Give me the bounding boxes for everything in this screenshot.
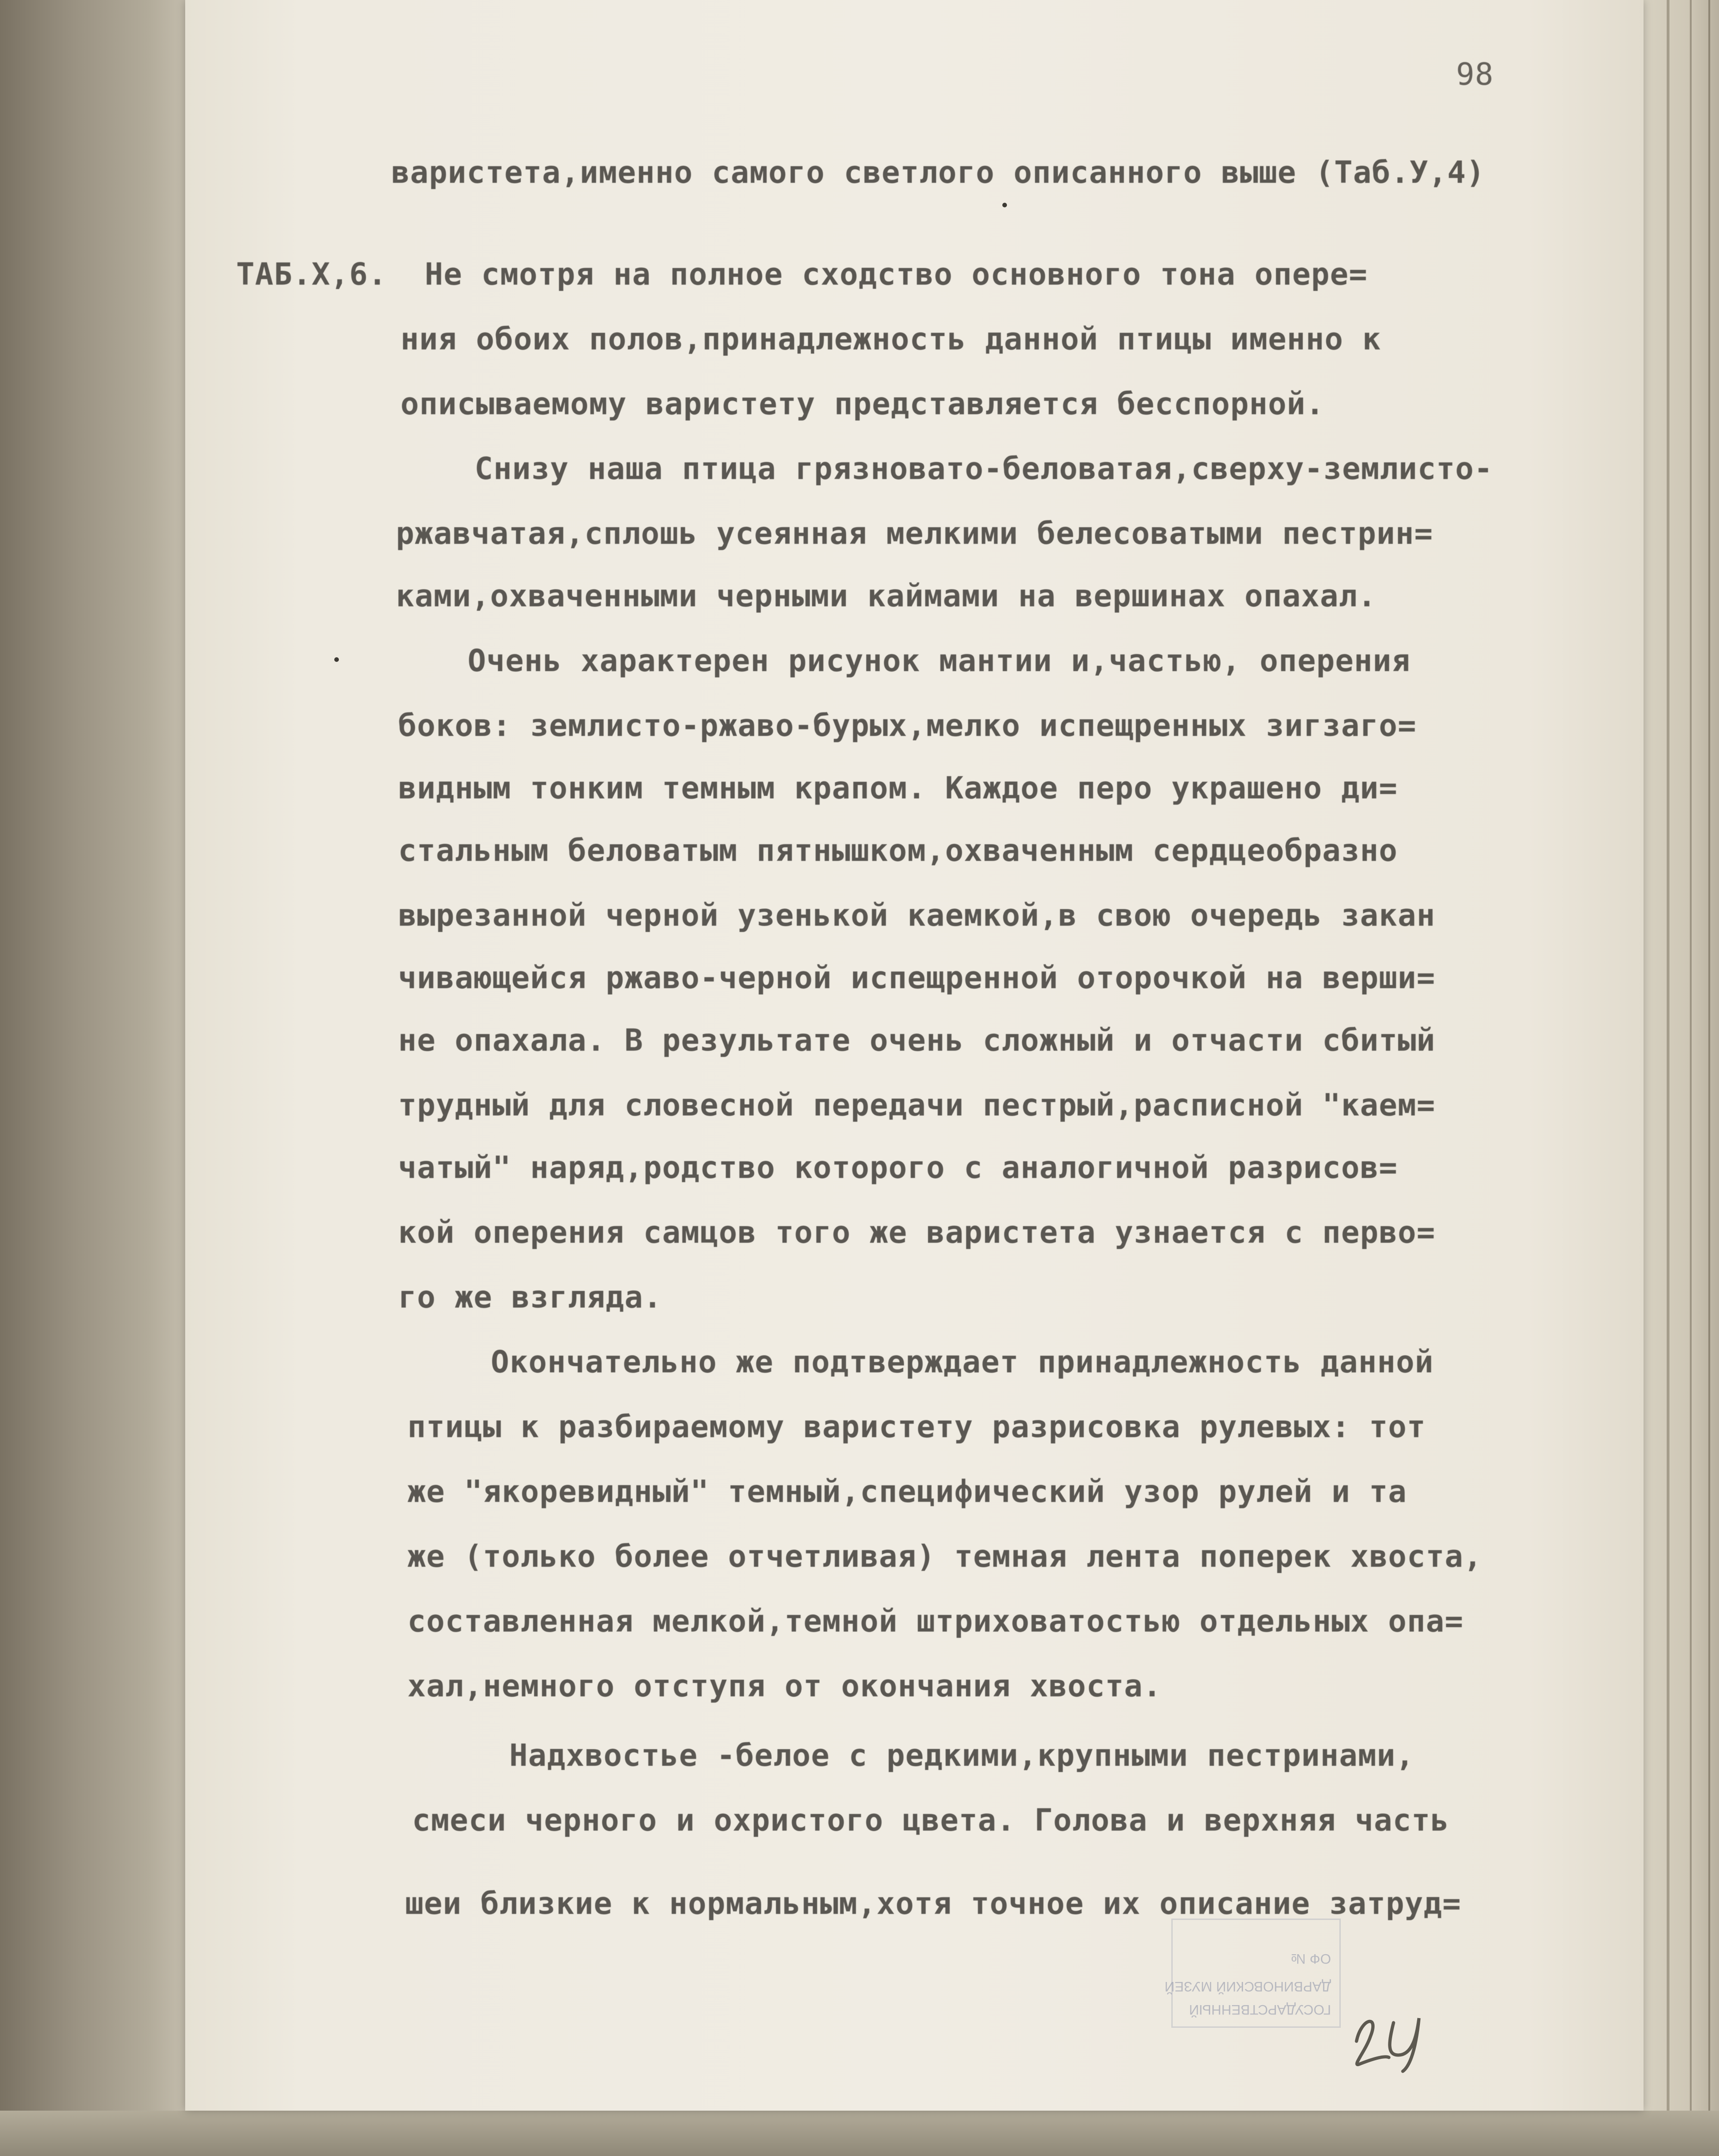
text-line: ТАБ.Х,6. Не смотря на полное сходство основного тона опере=: [236, 256, 1368, 292]
stamp-line: ГОСУДАРСТВЕННЫЙ: [1189, 2002, 1331, 2017]
stamp-line: ДАРВИНОВСКИЙ МУЗЕЙ: [1164, 1979, 1331, 1994]
handwritten-folio-number: [1343, 1986, 1435, 2078]
text-line: ния обоих полов,принадлежность данной птицы именно к: [400, 321, 1381, 357]
text-line: чивающейся ржаво-черной испещренной оторочкой на верши=: [398, 960, 1436, 996]
typed-page: [185, 0, 1644, 2111]
ink-dot: [334, 657, 339, 662]
text-line: Очень характерен рисунок мантии и,частью, оперения: [468, 643, 1411, 679]
text-line: же "якоревидный" темный,специфический узор рулей и та: [407, 1474, 1407, 1509]
text-line: описываемому варистету представляется бесспорной.: [400, 386, 1325, 422]
text-line: шеи близкие к нормальным,хотя точное их описание затруд=: [405, 1886, 1462, 1921]
text-line: чатый" наряд,родство которого с аналогичной разрисов=: [398, 1150, 1398, 1185]
text-line: не опахала. В результате очень сложный и отчасти сбитый: [398, 1022, 1436, 1058]
archive-stamp: [1164, 1919, 1341, 2028]
text-line: кой оперения самцов того же варистета узнается с перво=: [398, 1215, 1436, 1250]
text-line: видным тонким темным крапом. Каждое перо украшено ди=: [398, 770, 1398, 806]
text-line: боков: землисто-ржаво-бурых,мелко испещренных зигзаго=: [398, 708, 1417, 743]
ink-dot: [1002, 203, 1007, 207]
text-line: Окончательно же подтверждает принадлежность данной: [491, 1344, 1434, 1380]
text-line: го же взгляда.: [398, 1279, 663, 1315]
page-stack-line: [1690, 0, 1692, 2156]
page-stack-line: [1667, 0, 1669, 2156]
text-line: же (только более отчетливая) темная лента поперек хвоста,: [407, 1539, 1482, 1574]
text-line: Снизу наша птица грязновато-беловатая,сверху-землисто-: [475, 451, 1493, 486]
text-line: вырезанной черной узенькой каемкой,в свою очередь закан: [398, 897, 1436, 933]
text-line: птицы к разбираемому варистету разрисовка рулевых: тот: [407, 1409, 1426, 1445]
text-line: хал,немного отступя от окончания хвоста.: [407, 1668, 1162, 1704]
page-stack-line: [1708, 0, 1710, 2156]
stamp-line: ОФ №: [1291, 1951, 1331, 1966]
text-line: варистета,именно самого светлого описанного выше (Таб.У,4): [391, 155, 1485, 190]
bottom-edge: [0, 2111, 1719, 2156]
text-line: ками,охваченными черными каймами на вершинах опахал.: [396, 578, 1377, 614]
text-line: Надхвостье -белое с редкими,крупными пестринами,: [509, 1738, 1415, 1773]
text-line: стальным беловатым пятнышком,охваченным сердцеобразно: [398, 833, 1398, 868]
text-line: смеси черного и охристого цвета. Голова и верхняя часть: [412, 1802, 1450, 1838]
page-stack-edge: [1639, 0, 1719, 2156]
page-number: 98: [1456, 56, 1494, 92]
text-line: трудный для словесной передачи пестрый,расписной "каем=: [398, 1087, 1436, 1123]
text-line: составленная мелкой,темной штриховатостью отдельных опа=: [407, 1603, 1464, 1639]
binding-edge: [0, 0, 185, 2156]
text-line: ржавчатая,сплошь усеянная мелкими белесоватыми пестрин=: [396, 516, 1433, 551]
